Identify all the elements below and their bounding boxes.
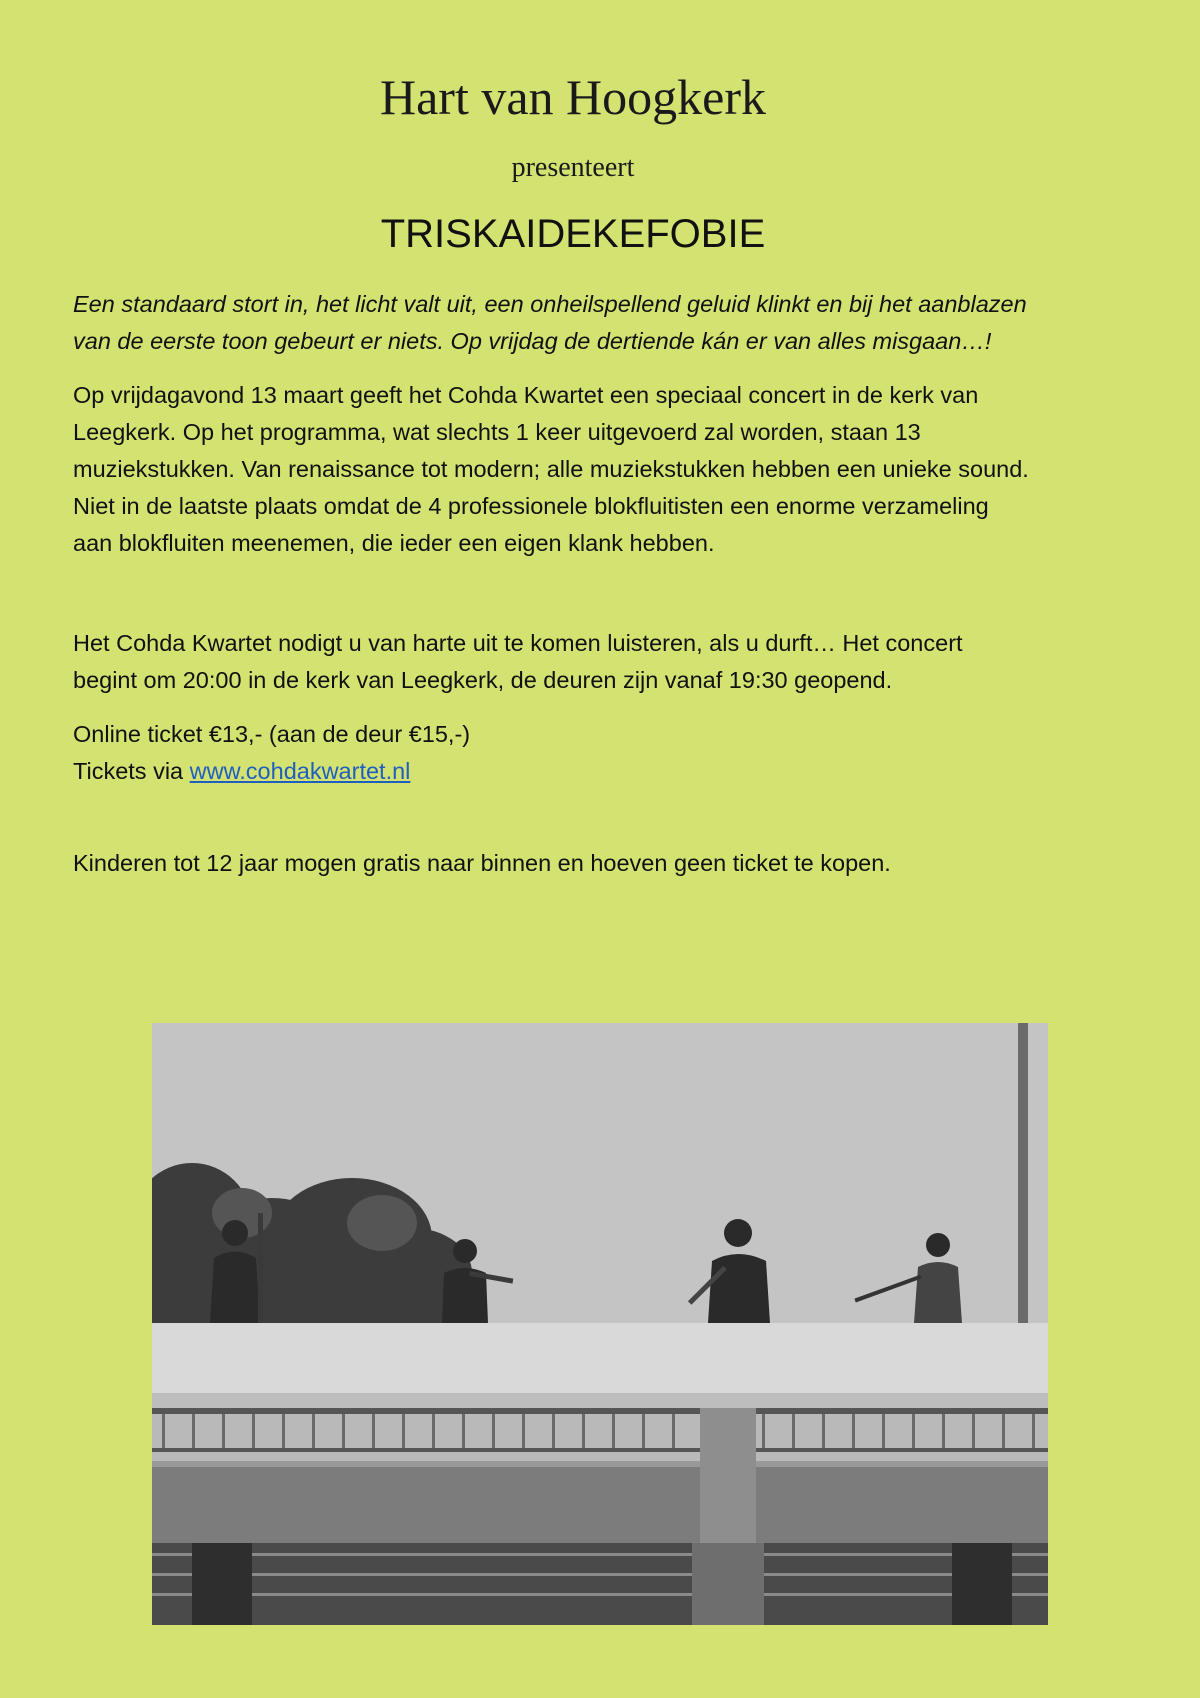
description-line: Op vrijdagavond 13 maart geeft het Cohda Kwartet een speciaal concert in de kerk van	[73, 382, 979, 408]
quartet-photo	[152, 1023, 1048, 1625]
tickets-via-label: Tickets via	[73, 758, 190, 784]
description-line: Leegkerk. Op het programma, wat slechts 1 keer uitgevoerd zal worden, staan 13	[73, 419, 921, 445]
ticket-website-link[interactable]: www.cohdakwartet.nl	[189, 758, 411, 784]
ticket-price: Online ticket €13,- (aan de deur €15,-)	[73, 721, 471, 747]
description-line: Niet in de laatste plaats omdat de 4 professionele blokfluitisten een enorme verzameling	[73, 493, 989, 519]
presents-subtitle: presenteert	[511, 152, 635, 183]
ticket-link-line	[73, 753, 1133, 790]
invitation-line: begint om 20:00 in de kerk van Leegkerk, de deuren zijn vanaf 19:30 geopend.	[73, 667, 893, 693]
intro-line: van de eerste toon gebeurt er niets. Op vrijdag de dertiende kán er van alles misgaan…!	[73, 328, 992, 354]
description-line: aan blokfluiten meenemen, die ieder een eigen klank hebben.	[73, 530, 715, 556]
children-note-text: Kinderen tot 12 jaar mogen gratis naar binnen en hoeven geen ticket te kopen.	[73, 850, 891, 876]
organizer-title: Hart van Hoogkerk	[380, 69, 766, 125]
description-line: muziekstukken. Van renaissance tot modern; alle muziekstukken hebben een unieke sound.	[73, 456, 1029, 482]
intro-line: Een standaard stort in, het licht valt uit, een onheilspellend geluid klinkt en bij het aanblazen	[73, 291, 1027, 317]
quartet-photo-image	[152, 1023, 1048, 1625]
description-paragraph	[73, 377, 1133, 562]
tickets-block	[73, 716, 1133, 790]
children-note	[73, 845, 1133, 882]
invitation-paragraph	[73, 625, 1133, 699]
intro-paragraph	[73, 286, 1133, 360]
invitation-line: Het Cohda Kwartet nodigt u van harte uit te komen luisteren, als u durft… Het concert	[73, 630, 963, 656]
event-title: TRISKAIDEKEFOBIE	[380, 212, 766, 256]
